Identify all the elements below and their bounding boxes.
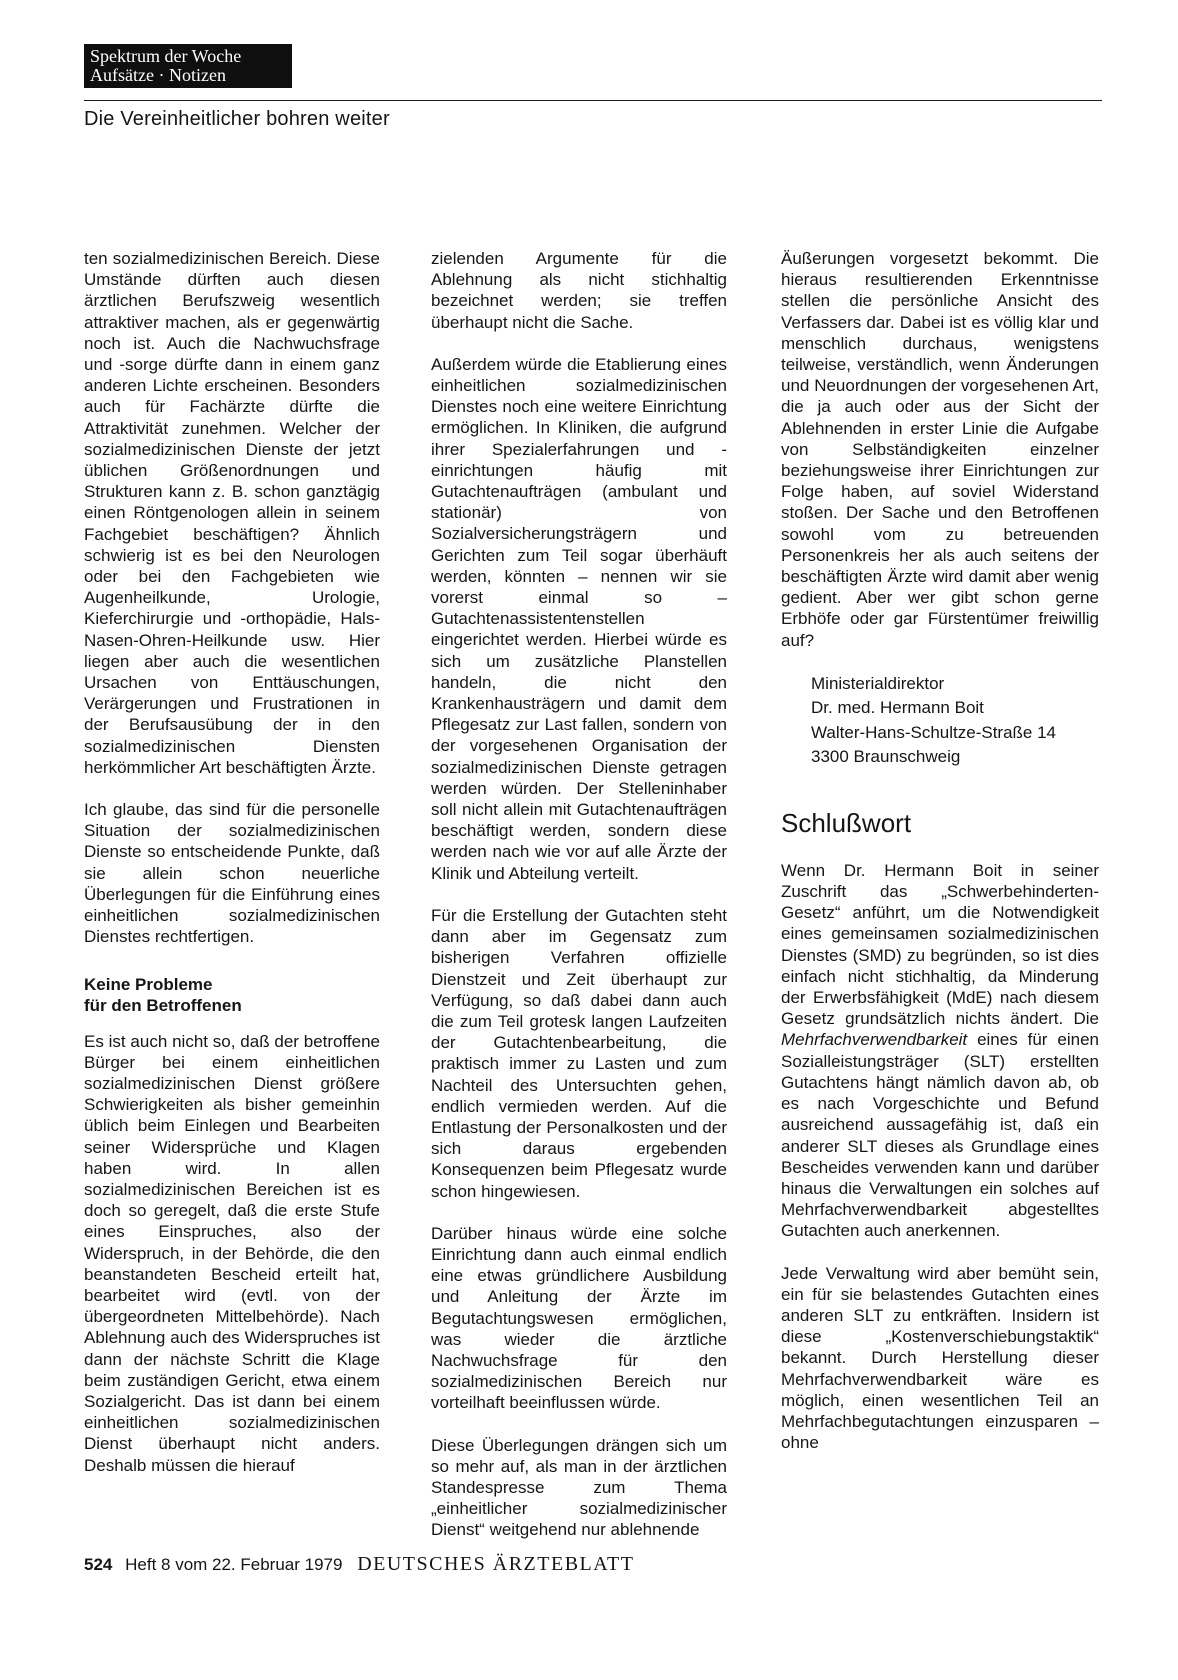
paragraph: Darüber hinaus würde eine solche Einrichtung dann auch einmal endlich eine etwas gründlichere Ausbildung und Anleitung der Ärzte im Begutachtungswesen ermöglichen, was wieder die ärztliche Nachwuchsfrage für den sozialmedizinischen Bereich nur vorteilhaft beeinflussen würde. [431,1223,727,1413]
issue-info: Heft 8 vom 22. Februar 1979 [125,1555,343,1574]
column-3 [781,248,1099,1474]
author-address [811,672,1099,770]
section-heading: Schlußwort [781,807,912,838]
author-city: 3300 Braunschweig [811,747,961,767]
paragraph: Äußerungen vorgesetzt bekommt. Die hieraus resultierenden Erkenntnisse stellen die persönliche Ansicht des Verfassers dar. Dabei ist es völlig klar und menschlich durchaus, wenigstens teilweise, verständlich, wenn Änderungen und Neuordnungen der vorgesehenen Art, die ja auch oder aus der Sicht der Ablehnenden in erster Linie die Aufgabe von Selbständigkeiten einzelner beziehungsweise ihrer Einrichtungen zur Folge haben, auf soviel Widerstand stoßen. Der Sache und den Betroffenen sowohl vom zu betreuenden Personenkreis her als auch seitens der beschäftigten Ärzte wird damit aber wenig gedient. Aber wer gibt schon gerne Erbhöfe oder gar Fürstentümer freiwillig auf? [781,249,1099,650]
paragraph: Ich glaube, das sind für die personelle Situation der sozialmedizinischen Dienste so entscheidende Punkte, daß sie allein schon neuerliche Überlegungen für die Einführung eines einheitlichen sozialmedizinischen Dienstes rechtfertigen. [84,800,380,947]
author-street: Walter-Hans-Schultze-Straße 14 [811,722,1057,742]
section-label-box [84,44,292,88]
page-number: 524 [84,1555,113,1574]
paragraph: ten sozialmedizinischen Bereich. Diese Umstände dürften auch diesen ärztlichen Berufszweig wesentlich attraktiver machen, als er gegenwärtig noch ist. Auch die Nachwuchsfrage und -sorge dürfte dann in einem ganz anderen Lichte erscheinen. Besonders auch für Fachärzte dürfte die Attraktivität zunehmen. Welcher der sozialmedizinischen Dienste der jetzt üblichen Größenordnungen und Strukturen kann z. B. schon ganztägig einen Röntgenologen allein in seinem Fachgebiet beschäftigen? Ähnlich schwierig ist es bei den Neurologen oder bei den Fachgebieten wie Augenheilkunde, Urologie, Kieferchirurgie und -orthopädie, Hals-Nasen-Ohren-Heilkunde usw. Hier liegen aber auch die wesentlichen Ursachen von Enttäuschungen, Verärgerungen und Frustrationen in der Berufsausübung der in den sozialmedizinischen Diensten herkömmlicher Art beschäftigten Ärzte. [84,249,380,777]
emphasis-term: Mehrfachverwendbarkeit [781,1030,968,1050]
section-label-line2: Aufsätze · Notizen [90,65,226,85]
author-title: Ministerialdirektor [811,673,945,693]
subheading-line2: für den Betroffenen [84,996,242,1015]
journal-name: DEUTSCHES ÄRZTEBLATT [357,1553,635,1575]
paragraph: Für die Erstellung der Gutachten steht dann aber im Gegensatz zum bisherigen Verfahren offizielle Dienstzeit und Zeit überhaupt zur Verfügung, so daß dabei dann auch die zum Teil grotesk langen Laufzeiten der Gutachtenbearbeitung, die praktisch immer zu Lasten und zum Nachteil des Untersuchten gehen, endlich vermieden werden. Auf die Entlastung der Personalkosten und der sich daraus ergebenden Konsequenzen beim Pflegesatz wurde schon hingewiesen. [431,905,727,1201]
page-footer [84,1553,634,1576]
paragraph-part: Wenn Dr. Hermann Boit in seiner Zuschrift das „Schwerbehinderten-Gesetz“ anführt, um die Notwendigkeit eines gemeinsamen sozialmedizinischen Dienstes (SMD) zu begründen, so ist dies einfach nicht stichhaltig, da Minderung der Erwerbsfähigkeit (MdE) nach diesem Gesetz grundsätzlich nichts ändert. Die [781,860,1099,1029]
header-rule [84,100,1102,101]
paragraph: Jede Verwaltung wird aber bemüht sein, ein für sie belastendes Gutachten eines anderen SLT zu entkräften. Insidern ist diese „Kostenverschiebungstaktik“ bekannt. Durch Herstellung dieser Mehrfachverwendbarkeit wäre es möglich, einen wesentlichen Teil an Mehrfachbegutachtungen einzusparen – ohne [781,1263,1099,1453]
author-name: Dr. med. Hermann Boit [811,698,984,718]
column-2 [431,248,727,1562]
section-label-line1: Spektrum der Woche [90,46,242,66]
paragraph: Diese Überlegungen drängen sich um so mehr auf, als man in der ärztlichen Standespresse zum Thema „einheitlicher sozialmedizinischer Dienst“ weitgehend nur ablehnende [431,1435,727,1540]
subheading-line1: Keine Probleme [84,974,213,994]
column-1 [84,248,380,1497]
running-title: Die Vereinheitlicher bohren weiter [84,108,390,130]
paragraph [781,860,1099,1242]
paragraph: Es ist auch nicht so, daß der betroffene Bürger bei einem einheitlichen sozialmedizinischen Dienst größere Schwierigkeiten als bisher gemeinhin üblich beim Einlegen und Bearbeiten seiner Widersprüche und Klagen haben wird. In allen sozialmedizinischen Bereichen ist es doch so geregelt, daß die erste Stufe eines Einspruches, also der Widerspruch, in der Behörde, die den beanstandeten Bescheid erteilt hat, bearbeitet wird (evtl. von der übergeordneten Mittelbehörde). Nach Ablehnung auch des Widerspruches ist dann der nächste Schritt die Klage beim zuständigen Gericht, etwa einem Sozialgericht. Das ist dann bei einem einheitlichen sozialmedizinischen Dienst überhaupt nicht anders. Deshalb müssen die hierauf [84,1031,380,1475]
paragraph: Außerdem würde die Etablierung eines einheitlichen sozialmedizinischen Dienstes noch eine weitere Einrichtung ermöglichen. In Kliniken, die aufgrund ihrer Spezialerfahrungen und -einrichtungen häufig mit Gutachtenaufträgen (ambulant und stationär) von Sozialversicherungsträgern und Gerichten zum Teil sogar überhäuft werden, könnten – nennen wir sie vorerst einmal so – Gutachtenassistentenstellen eingerichtet werden. Hierbei würde es sich um zusätzliche Planstellen handeln, die nicht den Krankenhausträgern und damit dem Pflegesatz zur Last fallen, sondern von der vorgesehenen Organisation der sozialmedizinischen Dienste getragen werden würden. Der Stelleninhaber soll nicht allein mit Gutachtenaufträgen beschäftigt werden, sondern diese werden nach wie vor auf alle Ärzte der Klinik und Abteilung verteilt. [431,354,727,883]
paragraph-part: eines für einen Sozialleistungsträger (SLT) erstellten Gutachtens hängt nämlich davon ab, ob es nach Vorgeschichte und Befund ausreichend aussagefähig ist, daß ein anderer SLT dieses als Grundlage eines Bescheides verwenden kann und darüber hinaus die Verwaltungen ein solches auf Mehrfachverwendbarkeit abgestelltes Gutachten auch anerkennen. [781,1030,1099,1241]
subheading [84,974,380,1017]
paragraph: zielenden Argumente für die Ablehnung als nicht stichhaltig bezeichnet werden; sie treffen überhaupt nicht die Sache. [431,249,727,332]
